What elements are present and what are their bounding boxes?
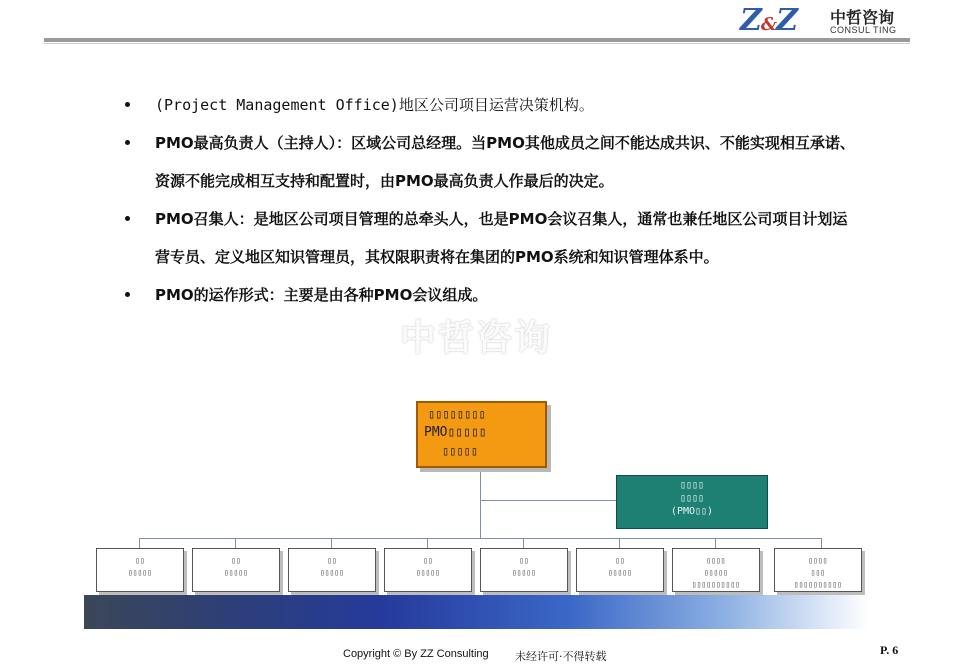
child-box-line1: ▯▯: [519, 556, 529, 565]
child-box-4: [384, 548, 472, 592]
logo-english-name: CONSUL TING: [830, 25, 897, 35]
child-box-line2: ▯▯▯▯▯: [511, 568, 537, 577]
watermark-text: 中哲咨询: [400, 318, 553, 359]
child-box-line2: ▯▯▯▯▯: [319, 568, 345, 577]
child-box-6: [576, 548, 664, 592]
connector-drop-7: [715, 538, 716, 548]
connector-to-side-box: [480, 500, 616, 501]
footer-note: 未经许可·不得转载: [515, 650, 607, 663]
child-box-line1: ▯▯▯▯: [706, 556, 726, 565]
child-box-line1: ▯▯: [615, 556, 625, 565]
pmo-side-box-line1: ▯▯▯▯: [679, 480, 705, 491]
connector-vertical-main: [480, 464, 481, 538]
pmo-side-box-line3: (PMO▯▯): [670, 506, 714, 517]
child-box-line1: ▯▯: [231, 556, 241, 565]
bullet-item-4: PMO的运作形式：主要是由各种PMO会议组成。: [120, 276, 860, 314]
child-box-line2: ▯▯▯▯▯: [703, 568, 729, 577]
header-divider-thin: [44, 43, 910, 44]
pmo-top-box: [416, 401, 547, 468]
page-number: P. 6: [880, 643, 899, 657]
child-box-2: [192, 548, 280, 592]
footer-copyright: Copyright © By ZZ Consulting: [343, 648, 489, 660]
decorative-gradient-bar: [84, 595, 868, 629]
child-box-line2: ▯▯▯▯▯: [223, 568, 249, 577]
child-box-line2: ▯▯▯▯▯: [415, 568, 441, 577]
child-box-line3: ▯▯▯▯▯▯▯▯▯▯: [691, 580, 741, 589]
connector-drop-1: [139, 538, 140, 548]
pmo-top-box-line2: PMO▯▯▯▯▯: [424, 425, 487, 440]
logo-mark: Z&Z: [740, 3, 798, 38]
connector-drop-6: [619, 538, 620, 548]
child-box-line3: ▯▯▯▯▯▯▯▯▯▯: [793, 580, 843, 589]
child-box-3: [288, 548, 376, 592]
child-box-line2: ▯▯▯: [810, 568, 826, 577]
child-box-line1: ▯▯: [327, 556, 337, 565]
bullet-item-3: PMO召集人：是地区公司项目管理的总牵头人，也是PMO会议召集人，通常也兼任地区公司项目计划运营专员、定义地区知识管理员，其权限职责将在集团的PMO系统和知识管理体系中。: [120, 200, 860, 276]
child-box-line1: ▯▯: [423, 556, 433, 565]
pmo-top-box-line3: ▯▯▯▯▯: [442, 444, 479, 458]
child-box-line2: ▯▯▯▯▯: [607, 568, 633, 577]
pmo-side-box-line2: ▯▯▯▯: [679, 493, 705, 504]
child-box-5: [480, 548, 568, 592]
connector-drop-5: [523, 538, 524, 548]
bullet-list: [120, 86, 860, 314]
child-box-line1: ▯▯▯▯: [808, 556, 828, 565]
child-box-line2: ▯▯▯▯▯: [127, 568, 153, 577]
connector-drop-2: [235, 538, 236, 548]
company-logo: [740, 3, 910, 37]
bullet-item-1: (Project Management Office)地区公司项目运营决策机构。: [120, 86, 860, 124]
connector-drop-3: [331, 538, 332, 548]
child-box-1: [96, 548, 184, 592]
pmo-top-box-line1: ▯▯▯▯▯▯▯▯: [428, 407, 486, 421]
connector-drop-4: [427, 538, 428, 548]
child-box-7: [672, 548, 760, 592]
connector-drop-8: [821, 538, 822, 548]
header-divider: [44, 38, 910, 42]
logo-chinese-name: 中哲咨询: [830, 8, 895, 27]
bullet-item-2: PMO最高负责人（主持人）：区域公司总经理。当PMO其他成员之间不能达成共识、不能实现相互承诺、资源不能完成相互支持和配置时，由PMO最高负责人作最后的决定。: [120, 124, 860, 200]
connector-horizontal-bus: [139, 538, 822, 539]
child-box-line1: ▯▯: [135, 556, 145, 565]
child-box-8: [774, 548, 862, 592]
pmo-side-box: [616, 475, 768, 529]
